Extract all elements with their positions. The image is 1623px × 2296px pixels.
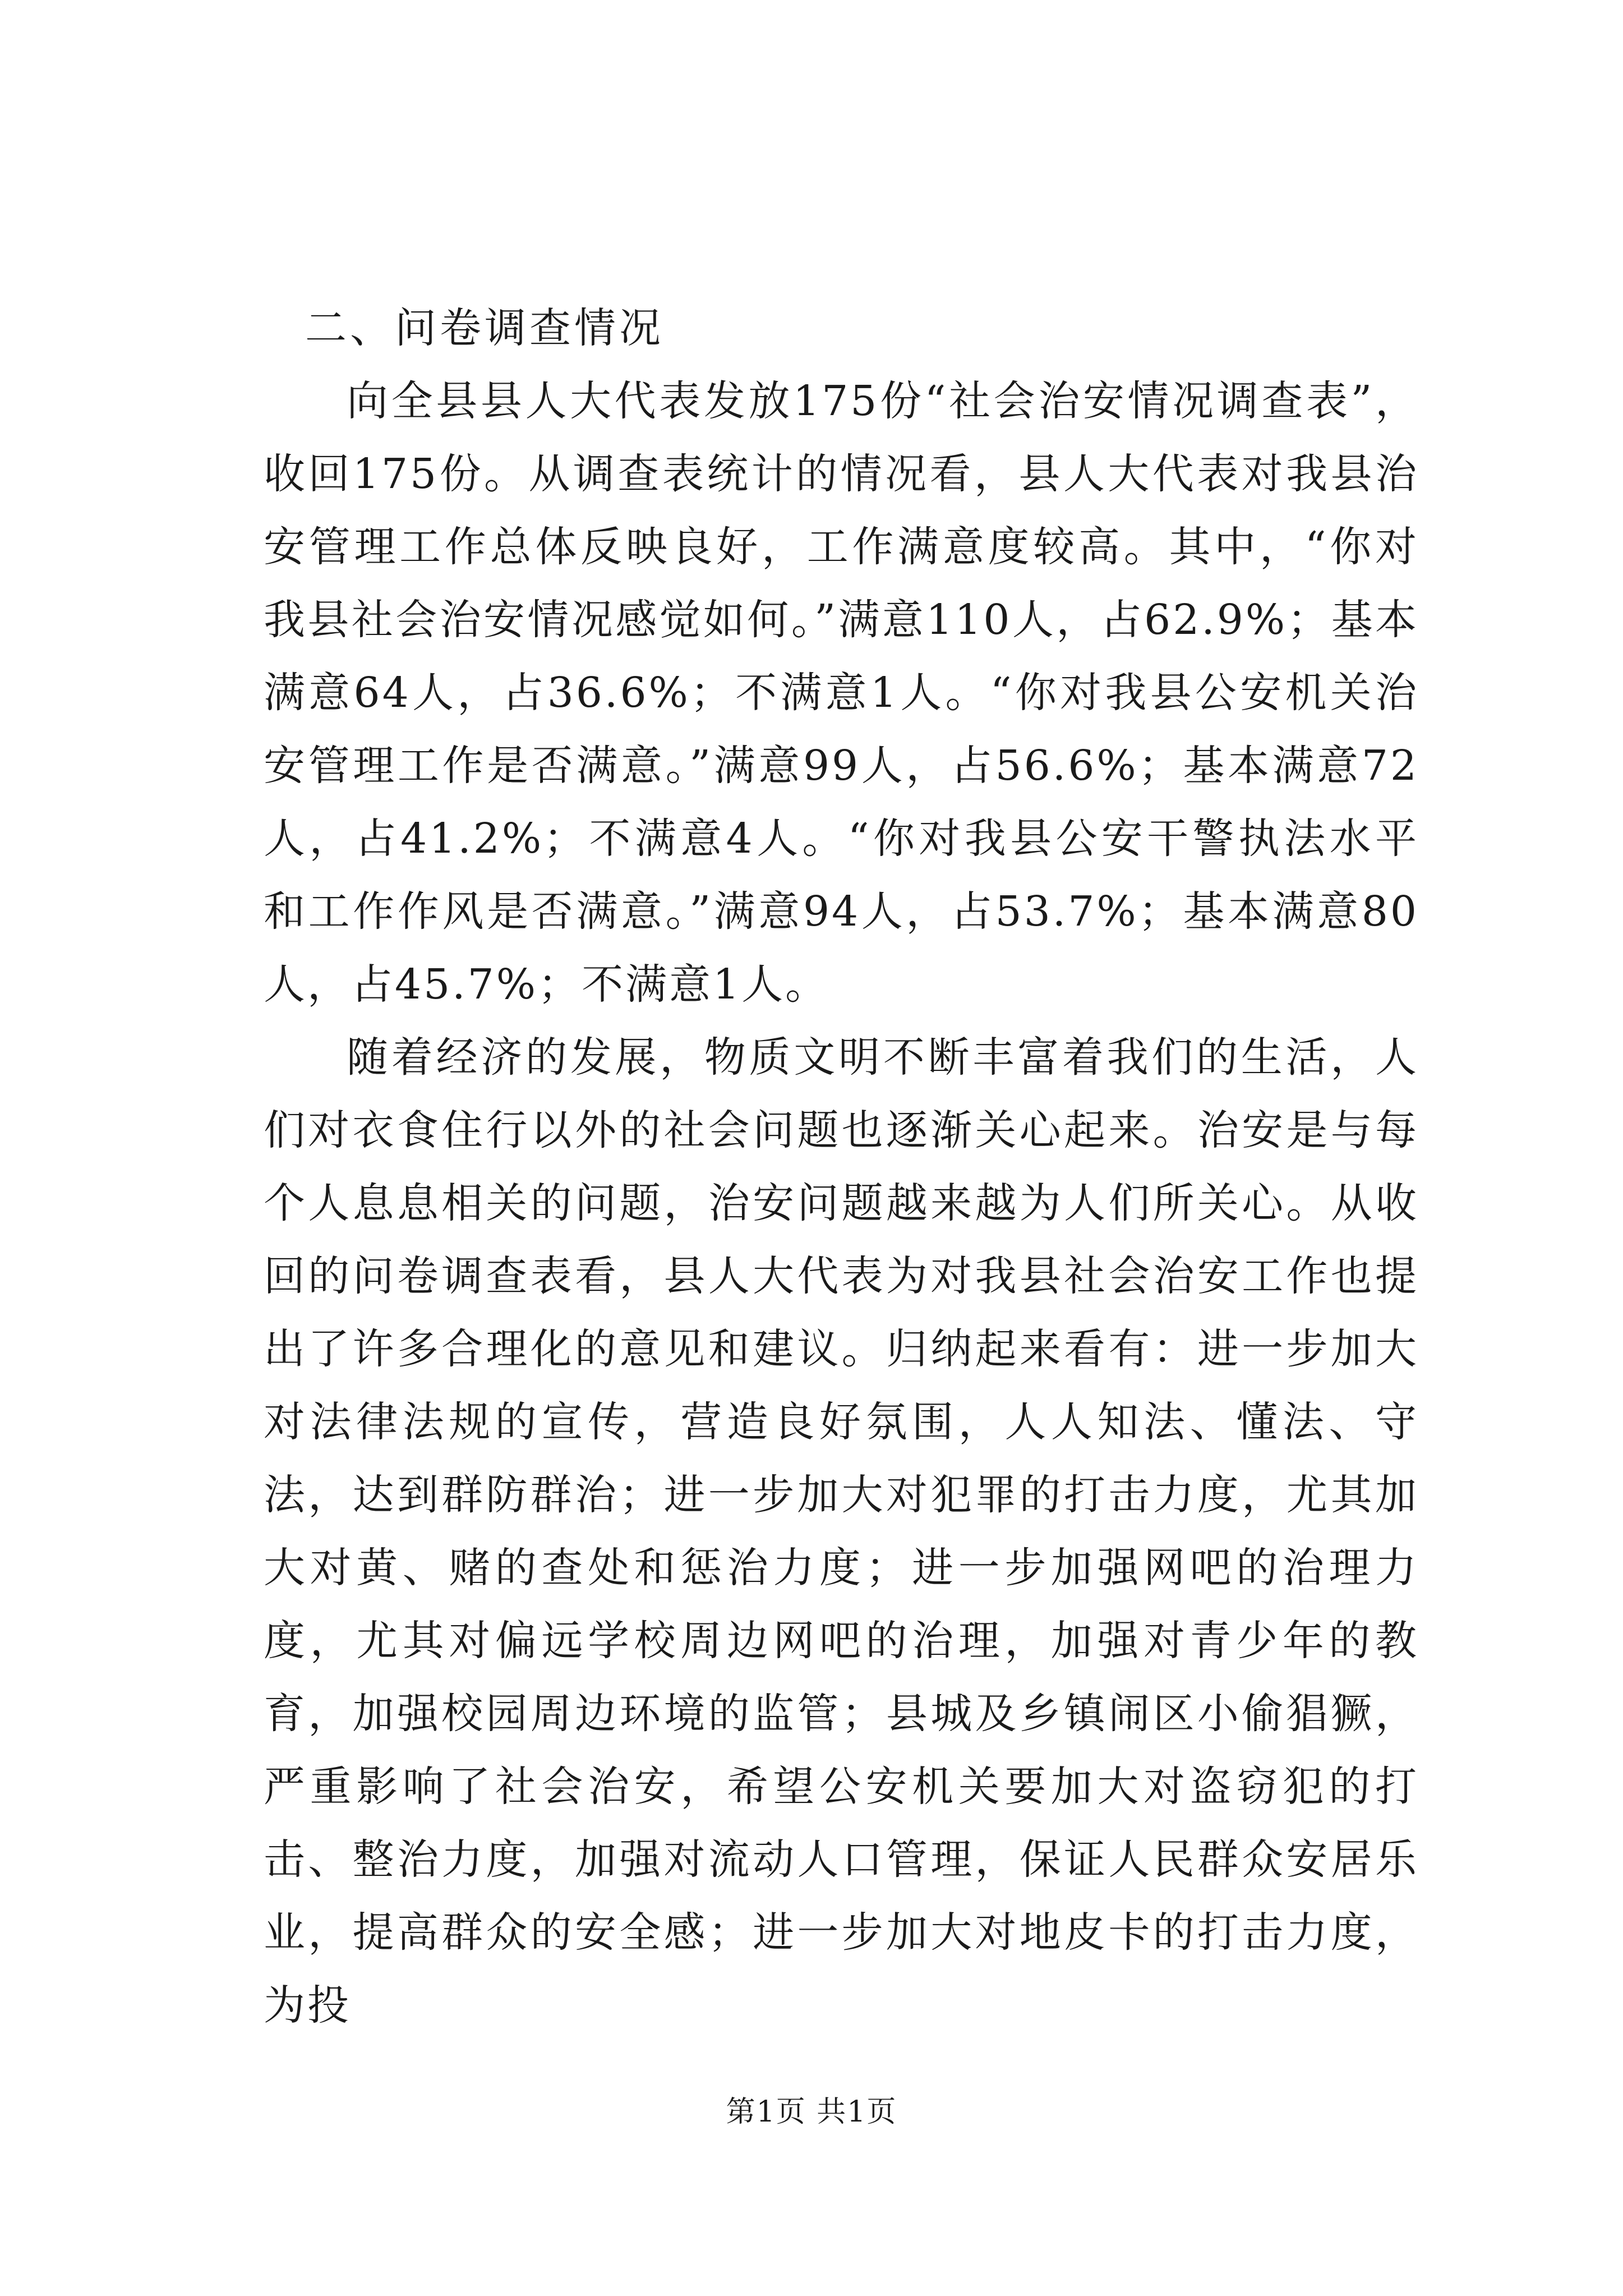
page-number-footer: 第1页 共1页 (726, 2095, 897, 2129)
paragraph-suggestions: 随着经济的发展，物质文明不断丰富着我们的生活，人们对衣食住行以外的社会问题也逐渐关心起来。治安是与每个人息息相关的问题，治安问题越来越为人们所关心。从收回的问卷调查表看，县人大代表为对我县社会治安工作也提出了许多合理化的意见和建议。归纳起来看有：进一步加大对法律法规的宣传，营造良好氛围，人人知法、懂法、守法，达到群防群治；进一步加大对犯罪的打击力度，尤其加大对黄、赌的查处和惩治力度；进一步加强网吧的治理力度，尤其对偏远学校周边网吧的治理，加强对青少年的教育，加强校园周边环境的监管；县城及乡镇闹区小偷猖獗，严重影响了社会治安，希望公安机关要加大对盗窃犯的打击、整治力度，加强对流动人口管理，保证人民群众安居乐业，提高群众的安全感；进一步加大对地皮卡的打击力度，为投 (264, 1033, 1419, 2030)
paragraph-survey-results: 向全县县人大代表发放175份“社会治安情况调查表”，收回175份。从调查表统计的情况看，县人大代表对我县治安管理工作总体反映良好，工作满意度较高。其中，“你对我县社会治安情况感觉如何。”满意110人，占62.9%；基本满意64人，占36.6%；不满意1人。“你对我县公安机关治安管理工作是否满意。”满意99人，占56.6%；基本满意72人，占41.2%；不满意4人。“你对我县公安干警执法水平和工作作风是否满意。”满意94人，占53.7%；基本满意80人，占45.7%；不满意1人。 (264, 377, 1419, 1009)
document-body (264, 292, 1419, 2042)
section-heading: 二、问卷调查情况 (305, 304, 664, 352)
